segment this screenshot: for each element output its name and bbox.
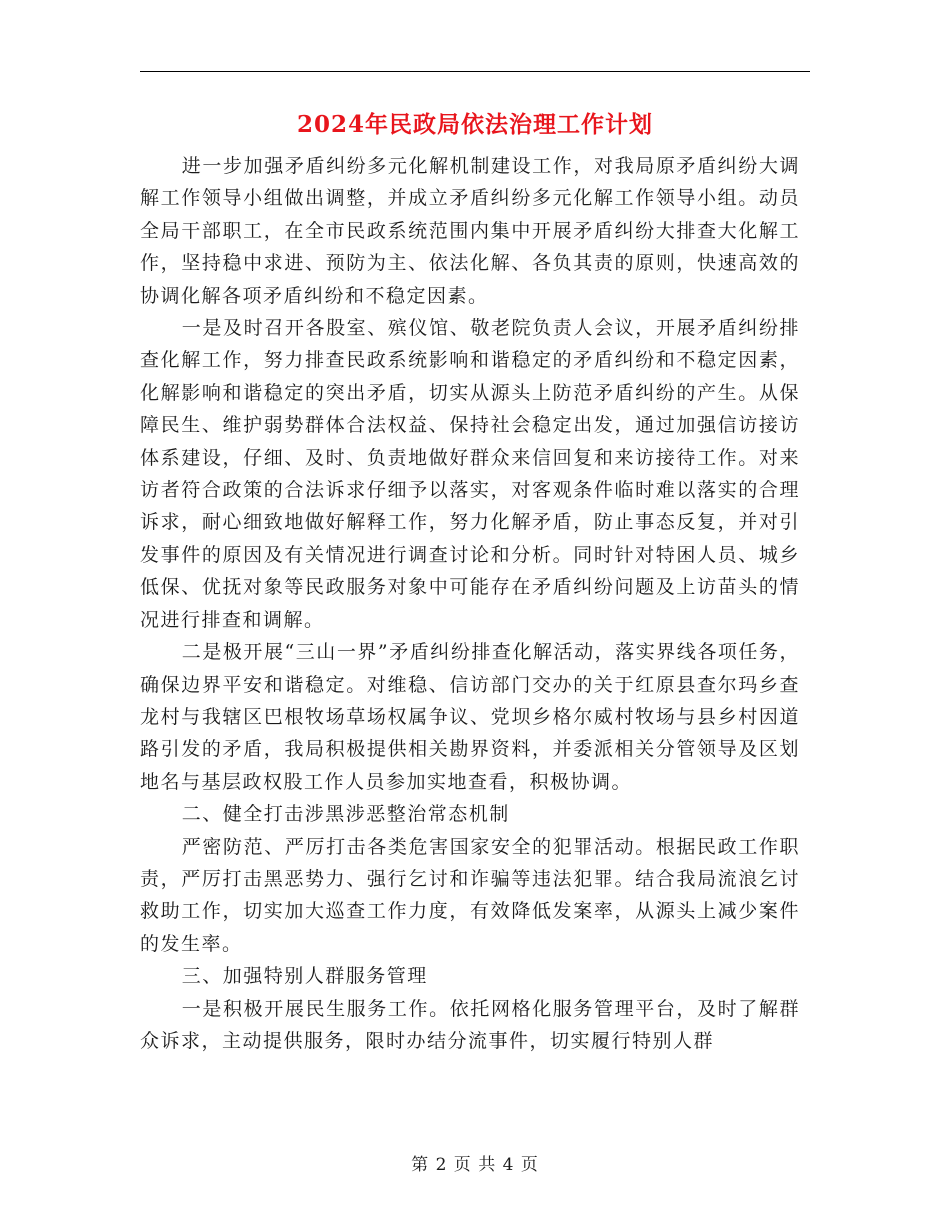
document-body — [140, 150, 800, 1057]
paragraph-section-2: 严密防范、严厉打击各类危害国家安全的犯罪活动。根据民政工作职责，严厉打击黑恶势力、强行乞讨和诈骗等违法犯罪。结合我局流浪乞讨救助工作，切实加大巡查工作力度，有效降低发案率，从源头上减少案件的发生率。 — [140, 835, 800, 955]
section-heading-3: 三、加强特别人群服务管理 — [181, 965, 428, 988]
page-number-footer: 第 2 页 共 4 页 — [411, 1155, 539, 1175]
paragraph-item-1: 一是及时召开各股室、殡仪馆、敬老院负责人会议，开展矛盾纠纷排查化解工作，努力排查民政系统影响和谐稳定的矛盾纠纷和不稳定因素，化解影响和谐稳定的突出矛盾，切实从源头上防范矛盾纠纷的产生。从保障民生、维护弱势群体合法权益、保持社会稳定出发，通过加强信访接访体系建设，仔细、及时、负责地做好群众来信回复和来访接待工作。对来访者符合政策的合法诉求仔细予以落实，对客观条件临时难以落实的合理诉求，耐心细致地做好解释工作，努力化解矛盾，防止事态反复，并对引发事件的原因及有关情况进行调查讨论和分析。同时针对特困人员、城乡低保、优抚对象等民政服务对象中可能存在矛盾纠纷问题及上访苗头的情况进行排查和调解。 — [140, 317, 800, 631]
paragraph-intro: 进一步加强矛盾纠纷多元化解机制建设工作，对我局原矛盾纠纷大调解工作领导小组做出调整，并成立矛盾纠纷多元化解工作领导小组。动员全局干部职工，在全市民政系统范围内集中开展矛盾纠纷大排查大化解工作，坚持稳中求进、预防为主、依法化解、各负其责的原则，快速高效的协调化解各项矛盾纠纷和不稳定因素。 — [140, 155, 800, 307]
paragraph-item-2: 二是极开展“三山一界”矛盾纠纷排查化解活动，落实界线各项任务，确保边界平安和谐稳定。对维稳、信访部门交办的关于红原县查尔玛乡查龙村与我辖区巴根牧场草场权属争议、党坝乡格尔威村牧场与县乡村因道路引发的矛盾，我局积极提供相关勘界资料，并委派相关分管领导及区划地名与基层政权股工作人员参加实地查看，积极协调。 — [140, 641, 800, 793]
header-rule — [140, 71, 810, 72]
paragraph-section-3: 一是积极开展民生服务工作。依托网格化服务管理平台，及时了解群众诉求，主动提供服务，限时办结分流事件，切实履行特别人群 — [140, 997, 800, 1052]
section-heading-2: 二、健全打击涉黑涉恶整治常态机制 — [181, 803, 510, 826]
document-title: 2024年民政局依法治理工作计划 — [296, 111, 653, 138]
